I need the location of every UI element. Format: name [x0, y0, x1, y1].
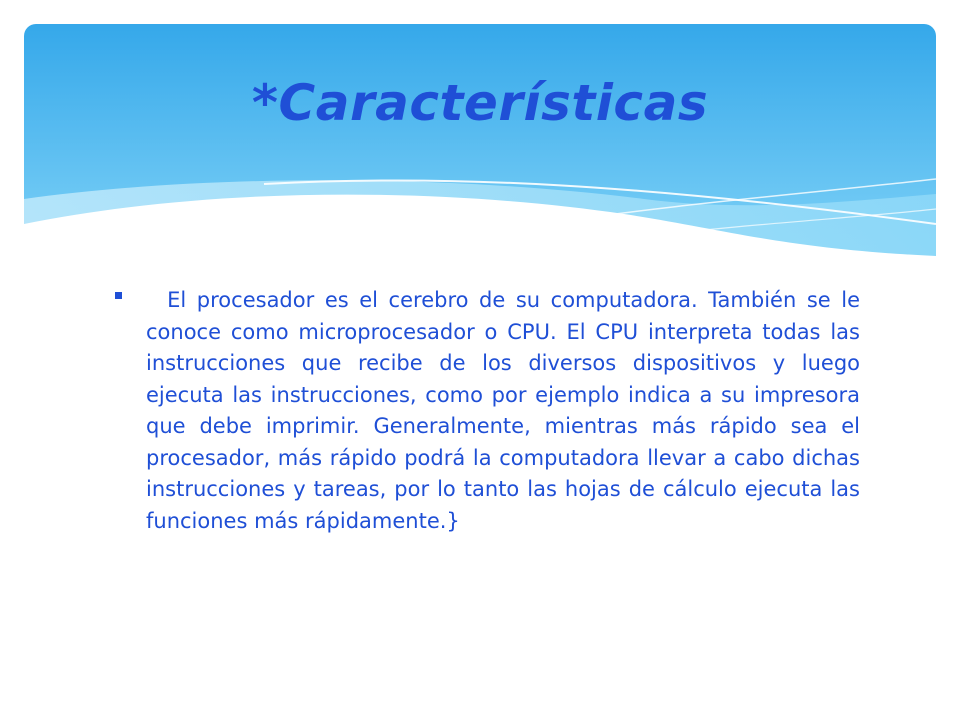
list-item — [115, 285, 867, 537]
content-area — [115, 285, 867, 537]
wave-decoration — [24, 24, 936, 259]
slide-title: *Características — [251, 74, 709, 132]
bullet-text: El procesador es el cerebro de su computadora. También se le conoce como microprocesador o CPU. El CPU interpreta todas las instrucciones que recibe de los diversos dispositivos y luego ejecuta las instrucciones, como por ejemplo indica a su impresora que debe imprimir. Generalmente, mientras más rápido sea el procesador, más rápido podrá la computadora llevar a cabo dichas instrucciones y tareas, por lo tanto las hojas de cálculo ejecuta las funciones más rápidamente.} — [146, 288, 867, 533]
header-banner — [24, 24, 936, 259]
square-bullet-icon — [115, 292, 122, 299]
